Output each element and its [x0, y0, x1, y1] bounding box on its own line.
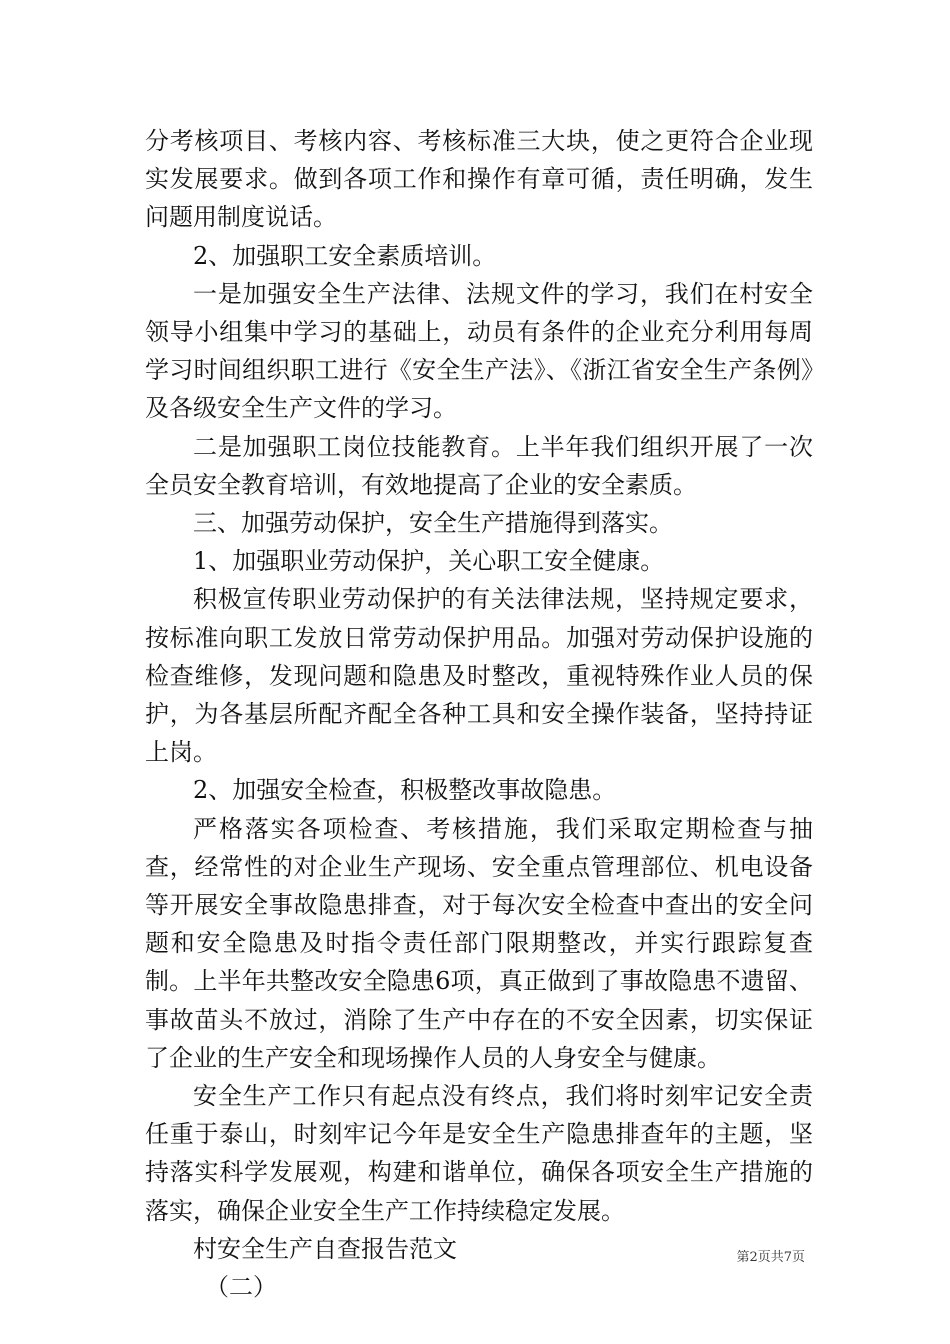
document-body — [145, 122, 813, 1306]
paragraph-7: 积极宣传职业劳动保护的有关法律法规，坚持规定要求，按标准向职工发放日常劳动保护用品。加强对劳动保护设施的检查维修，发现问题和隐患及时整改，重视特殊作业人员的保护，为各基层所配齐配全各种工具和安全操作装备，坚持持证上岗。 — [145, 585, 813, 767]
paragraph-1: 分考核项目、考核内容、考核标准三大块，使之更符合企业现实发展要求。做到各项工作和操作有章可循，责任明确，发生问题用制度说话。 — [145, 127, 813, 232]
paragraph-8: 2、加强安全检查，积极整改事故隐患。 — [193, 776, 617, 805]
paragraph-6: 1、加强职业劳动保护，关心职工安全健康。 — [193, 547, 665, 576]
paragraph-3: 一是加强安全生产法律、法规文件的学习，我们在村安全领导小组集中学习的基础上，动员有条件的企业充分利用每周学习时间组织职工进行《安全生产法》、《浙江省安全生产条例》及各级安全生产文件的学习。 — [145, 279, 813, 423]
page-number: 第2页共7页 — [736, 1250, 805, 1265]
paragraph-4: 二是加强职工岗位技能教育。上半年我们组织开展了一次全员安全教育培训，有效地提高了企业的安全素质。 — [145, 432, 813, 499]
paragraph-2: 2、加强职工安全素质培训。 — [193, 241, 497, 270]
paragraph-10: 安全生产工作只有起点没有终点，我们将时刻牢记安全责任重于泰山，时刻牢记今年是安全生产隐患排查年的主题，坚持落实科学发展观，构建和谐单位，确保各项安全生产措施的落实，确保企业安全生产工作持续稳定发展。 — [145, 1082, 813, 1225]
paragraph-9: 严格落实各项检查、考核措施，我们采取定期检查与抽查，经常性的对企业生产现场、安全重点管理部位、机电设备等开展安全事故隐患排查，对于每次安全检查中查出的安全问题和安全隐患及时指令责任部门限期整改，并实行跟踪复查制。上半年共整改安全隐患6项，真正做到了事故隐患不遗留、事故苗头不放过，消除了生产中存在的不安全因素，切实保证了企业的生产安全和现场操作人员的人身安全与健康。 — [145, 814, 813, 1072]
section-title: 村安全生产自查报告范文 — [193, 1234, 457, 1263]
paragraph-5: 三、加强劳动保护，安全生产措施得到落实。 — [193, 509, 673, 538]
section-subtitle: （二） — [205, 1273, 277, 1302]
